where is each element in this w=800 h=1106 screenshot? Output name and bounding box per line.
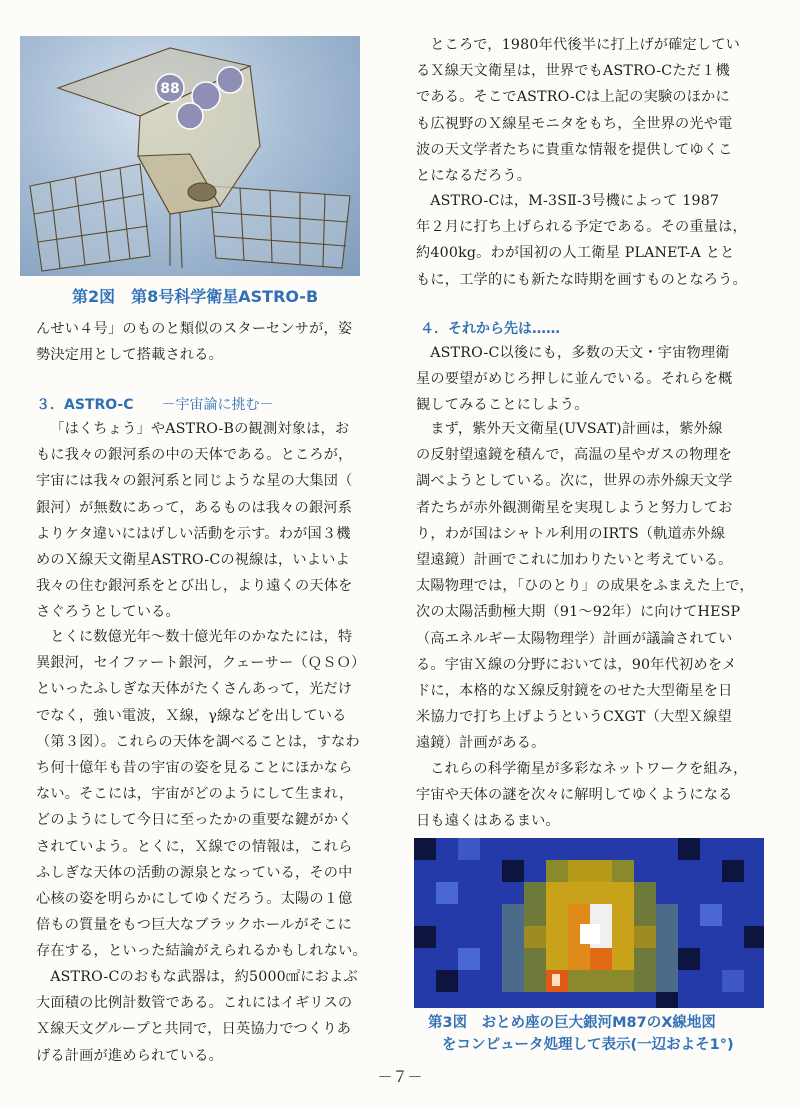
text-line: 銀河）が無数にあって，あるものは我々の銀河系 (36, 499, 353, 516)
text-line: 日も遠くはあるまい。 (416, 813, 560, 830)
right-paragraph-3 (416, 340, 770, 419)
left-intro-paragraph (36, 316, 386, 368)
section-3-heading (36, 394, 274, 414)
text-line: の反射望遠鏡を積んで，高温の星やガスの物理を (416, 447, 733, 464)
figure-2-caption: 第2図 第8号科学衛星ASTRO-B (72, 287, 319, 306)
text-line: 次の太陽活動極大期（91～92年）に向けてHESP (416, 604, 741, 621)
text-line: んせい４号」のものと類似のスターセンサが，姿 (36, 321, 353, 337)
text-line: 遠鏡）計画がある。 (416, 735, 546, 752)
text-line: ふしぎな天体の活動の源泉となっている，その中 (36, 864, 353, 881)
text-line: 年２月に打ち上げられる予定である。その重量は， (416, 219, 747, 236)
text-line: げる計画が進められている。 (36, 1047, 224, 1064)
right-paragraph-2 (416, 188, 770, 293)
text-line: 宇宙には我々の銀河系と同じような星の大集団（ (36, 473, 353, 490)
left-paragraph-3 (36, 964, 386, 1069)
text-line: まず，紫外天文衛星(UVSAT)計画は，紫外線 (430, 421, 723, 437)
satellite-panel-number: 88 (160, 81, 180, 97)
text-line: り，わが国はシャトル利用のIRTS（軌道赤外線 (416, 525, 726, 542)
page-number: －７－ (377, 1068, 423, 1086)
right-paragraph-4 (416, 416, 770, 757)
text-line: 波の天文学者たちに貴重な情報を提供してゆくこ (416, 141, 733, 158)
text-line: も広視野のＸ線星モニタをもち，全世界の光や電 (416, 115, 733, 132)
text-line: 倍もの質量をもつ巨大なブラックホールがそこに (36, 917, 352, 934)
xray-map-pixels (414, 838, 764, 1008)
figure-3-xray-map (414, 838, 764, 1008)
text-line: でなく，強い電波，Ｘ線，γ線などを出している (36, 707, 347, 724)
text-line: ドに，本格的なＸ線反射鏡をのせた大型衛星を日 (416, 683, 733, 700)
text-line: もに，工学的にも新たな時期を画すものとなろう。 (416, 271, 747, 288)
text-line: とになるだろう。 (416, 168, 532, 185)
text-line: これらの科学衛星が多彩なネットワークを組み， (430, 761, 748, 777)
text-line: さぐろうとしている。 (36, 604, 180, 621)
text-line: 約400kg。わが国初の人工衛星 PLANET-A とと (416, 245, 735, 262)
text-line: めのＸ線天文衛星ASTRO-Cの視線は，いよいよ (36, 552, 350, 569)
text-line: 存在する，といった結論がえられるかもしれない。 (36, 943, 367, 960)
text-line: もに我々の銀河系の中の天体である。ところが， (36, 447, 353, 464)
text-line: 勢決定用として搭載される。 (36, 347, 224, 364)
text-line: 米協力で打ち上げようというCXGT（大型Ｘ線望 (416, 709, 732, 726)
text-line: されていよう。とくに，Ｘ線での情報は，これら (36, 838, 353, 855)
section-4-heading: ４．それから先は…… (420, 321, 560, 337)
text-line: る。宇宙Ｘ線の分野においては，90年代初めをメ (416, 656, 737, 673)
satellite-illustration (20, 36, 360, 276)
text-line: （第３図）。これらの天体を調べることは，すなわ (36, 733, 360, 750)
text-line: 「はくちょう」やASTRO-Bの観測対象は，お (50, 421, 350, 437)
text-line: 我々の住む銀河系をとび出し，より遠くの天体を (36, 578, 353, 595)
text-line: ASTRO-Cのおもな武器は，約5000㎠におよぶ (50, 969, 358, 985)
text-line: 観してみることにしよう。 (416, 397, 589, 414)
text-line: Ｘ線天文グループと共同で，日英協力でつくりあ (36, 1021, 352, 1038)
text-line: 大面積の比例計数管である。これにはイギリスの (36, 995, 353, 1012)
figure-2-satellite-photo (20, 36, 360, 276)
left-paragraph-1 (36, 416, 386, 626)
text-line: るＸ線天文衛星は，世界でもASTRO-Cただ１機 (416, 63, 730, 80)
text-line: 宇宙や天体の謎を次々に解明してゆくようになる (416, 787, 733, 804)
text-line: （高エネルギー太陽物理学）計画が議論されてい (416, 630, 733, 647)
text-line: よりケタ違いにはげしい活動を示す。わが国３機 (36, 525, 351, 542)
text-line: といったふしぎな天体がたくさんあって，光だけ (36, 681, 353, 698)
text-line: 調べようとしている。次に，世界の赤外線天文学 (416, 473, 733, 490)
text-line: 太陽物理では，「ひのとり」の成果をふまえた上で， (416, 578, 754, 595)
text-line: 者たちが赤外観測衛星を実現しようと努力してお (416, 499, 733, 516)
text-line: 心核の姿を明らかにしてゆくだろう。太陽の１億 (36, 891, 353, 908)
figure-3-caption (428, 1012, 768, 1056)
text-line: ASTRO-Cは，M-3SⅡ-3号機によって 1987 (430, 193, 720, 209)
right-paragraph-5 (416, 756, 770, 835)
text-line: ない。そこには，宇宙がどのようにして生まれ， (36, 786, 354, 803)
figure-3-caption-line-2: をコンピュータ処理して表示(一辺およそ1°) (442, 1037, 734, 1053)
section-3-title: ３．ASTRO-C (36, 397, 134, 413)
text-line: どのようにして今日に至ったかの重要な鍵がかく (36, 812, 353, 829)
text-line: ち何十億年も昔の宇宙の姿を見ることにほかなら (36, 760, 353, 777)
figure-3-caption-line-1: 第3図 おとめ座の巨大銀河M87のX線地図 (428, 1015, 716, 1031)
section-3-subtitle: －宇宙論に挑む－ (161, 397, 274, 413)
text-line: ところで，1980年代後半に打上げが確定してい (430, 37, 741, 53)
right-paragraph-1 (416, 32, 770, 189)
xray-map-image (414, 838, 764, 1008)
text-line: ASTRO-C以後にも，多数の天文・宇宙物理衛 (430, 345, 730, 361)
left-paragraph-2 (36, 624, 386, 965)
text-line: とくに数億光年～数十億光年のかなたには，特 (50, 629, 353, 645)
text-line: である。そこでASTRO-Cは上記の実験のほかに (416, 89, 730, 106)
text-line: 望遠鏡）計画でこれに加わりたいと考えている。 (416, 552, 733, 569)
text-line: 異銀河，セイファート銀河，クェーサー（ＱＳＯ） (36, 655, 366, 672)
text-line: 星の要望がめじろ押しに並んでいる。それらを概 (416, 371, 733, 388)
